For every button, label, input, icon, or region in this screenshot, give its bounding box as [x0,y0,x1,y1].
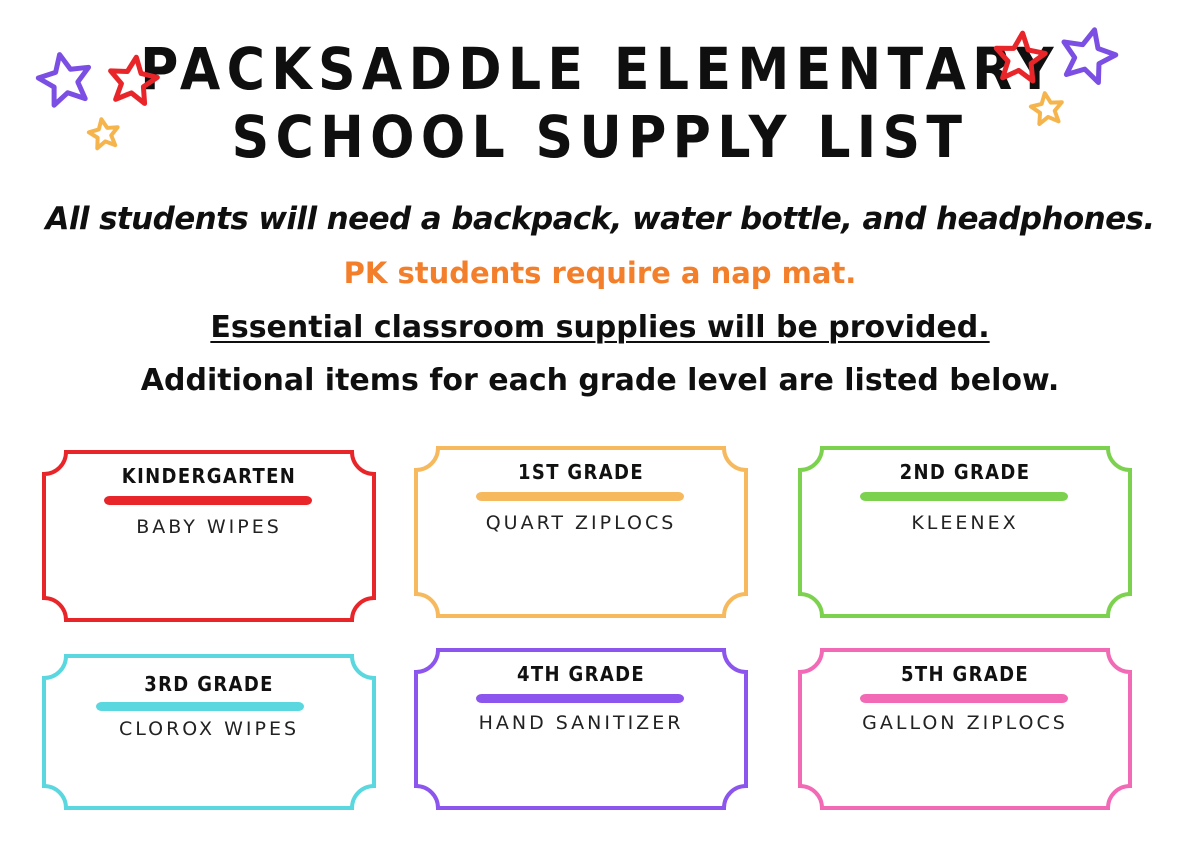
grade-card-kindergarten [42,450,376,622]
red-star-icon [992,30,1048,86]
red-star-icon [106,53,160,109]
title-underline [96,702,304,711]
title-line-2: SCHOOL SUPPLY LIST [231,103,969,171]
all-students-note: All students will need a backpack, water bottle, and headphones. [45,201,1155,237]
purple-star-icon [1056,24,1120,88]
title-underline [860,694,1068,703]
purple-star-icon [34,50,96,110]
grade-card-1st-grade [414,446,748,618]
orange-star-icon [86,116,122,152]
essential-supplies-note [0,310,1200,345]
supply-item: BABY WIPES [136,516,282,538]
grade-title: KINDERGARTEN [121,464,297,488]
title-underline [476,694,684,703]
title-underline [104,496,312,505]
grade-card-4th-grade [414,648,748,820]
supply-item: KLEENEX [911,512,1019,534]
supply-item: CLOROX WIPES [118,718,300,740]
grade-title: 3RD GRADE [144,672,274,696]
orange-star-icon [1028,90,1066,128]
grade-title: 4TH GRADE [516,662,646,686]
supply-item: GALLON ZIPLOCS [862,712,1068,734]
grade-card-2nd-grade [798,446,1132,618]
grade-title: 2ND GRADE [899,460,1031,484]
grade-title: 1ST GRADE [518,460,644,484]
title-line-1: PACKSADDLE ELEMENTARY [140,35,1060,103]
pk-note: PK students require a nap mat. [343,256,857,290]
title-underline [476,492,684,501]
essential-supplies-text: Essential classroom supplies will be provided. [210,310,990,345]
grade-card-5th-grade [798,648,1132,820]
supply-item: QUART ZIPLOCS [485,512,677,534]
grade-card-3rd-grade [42,654,376,826]
grade-title: 5TH GRADE [900,662,1030,686]
additional-items-note: Additional items for each grade level are listed below. [140,363,1060,398]
title-underline [860,492,1068,501]
supply-item: HAND SANITIZER [478,712,684,734]
